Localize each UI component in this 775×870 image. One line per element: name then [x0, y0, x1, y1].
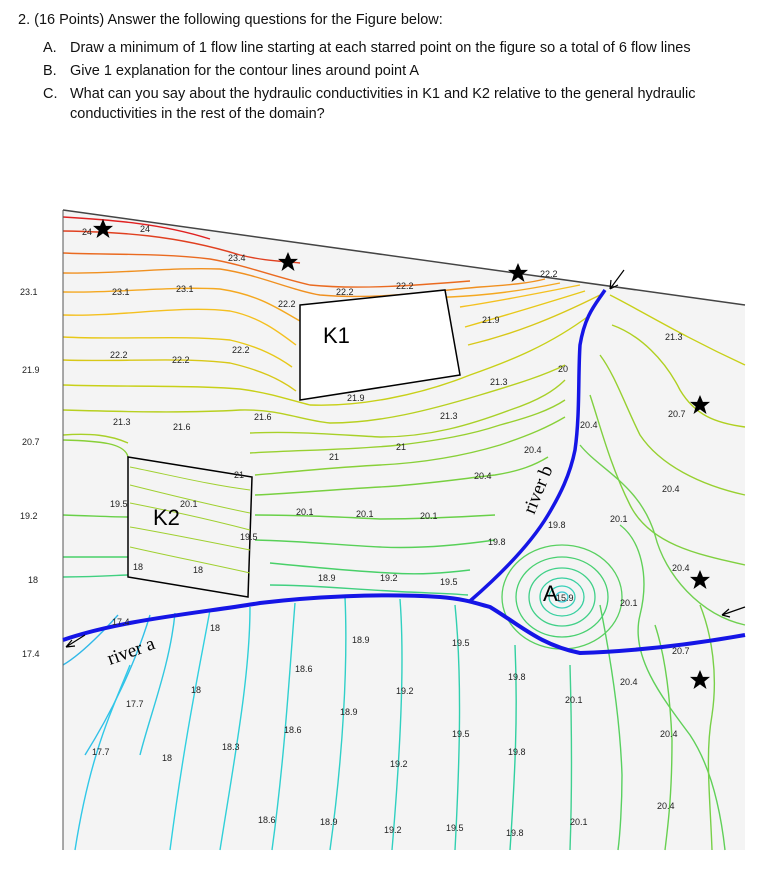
- contour-label: 24: [140, 224, 151, 234]
- contour-label: 22.2: [278, 299, 296, 309]
- contour-label: 21: [396, 442, 407, 452]
- contour-label: 17.4: [112, 617, 130, 627]
- contour-label: 23.1: [176, 284, 194, 294]
- question-item-a: [18, 38, 758, 58]
- contour-label: 18.9: [340, 707, 358, 717]
- label-river-a: river a: [104, 633, 158, 670]
- contour-label: 20.1: [356, 509, 374, 519]
- contour-label: 19.2: [390, 759, 408, 769]
- contour-label: 20.1: [570, 817, 588, 827]
- contour-label: 19.2: [380, 573, 398, 583]
- item-text-a: Draw a minimum of 1 flow line starting at each starred point on the figure so a total of 6 flow lines: [70, 40, 691, 56]
- label-k1: K1: [323, 323, 350, 348]
- contour-label: 18.9: [318, 573, 336, 583]
- contour-label: 20.1: [296, 507, 314, 517]
- contour-label: 21.3: [113, 417, 131, 427]
- contour-label: 22.2: [396, 281, 414, 291]
- contour-label: 22.2: [232, 345, 250, 355]
- contour-label: 21.3: [490, 377, 508, 387]
- contour-label: 20.4: [620, 677, 638, 687]
- contour-label: 20.7: [668, 409, 686, 419]
- contour-label: 19.5: [452, 638, 470, 648]
- contour-label: 20.1: [565, 695, 583, 705]
- contour-label: 21.9: [482, 315, 500, 325]
- contour-label: 20.1: [610, 514, 628, 524]
- contour-label: 20.4: [657, 801, 675, 811]
- arrow-icon-top: [610, 270, 624, 289]
- contour-label: 23.1: [20, 287, 38, 297]
- contour-label: 24: [82, 227, 93, 237]
- contour-label: 22.2: [110, 350, 128, 360]
- contour-label: 21.6: [173, 422, 191, 432]
- contour-label: 20.4: [580, 420, 598, 430]
- contour-label: 19.5: [240, 532, 258, 542]
- contour-label: 18.3: [222, 742, 240, 752]
- contour-label: 19.5: [440, 577, 458, 587]
- contour-label: 23.1: [112, 287, 130, 297]
- item-letter-a: A.: [43, 40, 57, 56]
- contour-label: 20.4: [660, 729, 678, 739]
- contour-label: 19.8: [506, 828, 524, 838]
- contour-label: 20.1: [420, 511, 438, 521]
- contour-label: 21.6: [254, 412, 272, 422]
- contour-label: 20.4: [524, 445, 542, 455]
- question-title: 2. (16 Points) Answer the following questions for the Figure below:: [18, 12, 443, 28]
- contour-label: 21.9: [347, 393, 365, 403]
- contour-label: 20.7: [22, 437, 40, 447]
- contour-label: 19.5: [446, 823, 464, 833]
- item-letter-c: C.: [43, 86, 58, 102]
- label-river-b: river b: [519, 462, 558, 517]
- contour-label: 20: [558, 364, 569, 374]
- contour-label: 20.1: [180, 499, 198, 509]
- contour-label: 17.7: [92, 747, 110, 757]
- contour-label: 19.8: [488, 537, 506, 547]
- contour-label: 18.9: [352, 635, 370, 645]
- contour-figure: [0, 195, 775, 870]
- contour-label: 19.8: [508, 747, 526, 757]
- contour-label: 15.9: [556, 593, 574, 603]
- contour-label: 19.2: [20, 511, 38, 521]
- item-text-c: What can you say about the hydraulic conductivities in K1 and K2 relative to the general hydraulic conductivities in the rest of the domain?: [70, 86, 696, 122]
- contour-label: 18: [193, 565, 204, 575]
- contour-label: 17.4: [22, 649, 40, 659]
- contour-label: 22.2: [172, 355, 190, 365]
- item-letter-b: B.: [43, 63, 57, 79]
- contour-label: 21.3: [665, 332, 683, 342]
- label-k2: K2: [153, 505, 180, 530]
- contour-label: 18: [191, 685, 202, 695]
- contour-label: 20.4: [662, 484, 680, 494]
- contour-label: 18: [210, 623, 221, 633]
- contour-label: 22.2: [336, 287, 354, 297]
- contour-label: 18: [162, 753, 173, 763]
- contour-label: 19.8: [508, 672, 526, 682]
- label-point-a: A: [543, 581, 558, 606]
- contour-label: 18: [133, 562, 144, 572]
- contour-label: 18.6: [258, 815, 276, 825]
- question-item-b: [18, 61, 758, 81]
- contour-label: 19.8: [548, 520, 566, 530]
- contour-label: 21.9: [22, 365, 40, 375]
- contour-label: 18.6: [284, 725, 302, 735]
- contour-label: 20.4: [474, 471, 492, 481]
- question-block: [18, 10, 758, 127]
- contour-label: 17.7: [126, 699, 144, 709]
- contour-label: 18.6: [295, 664, 313, 674]
- contour-label: 20.4: [672, 563, 690, 573]
- contour-label: 19.5: [110, 499, 128, 509]
- contour-label: 23.4: [228, 253, 246, 263]
- contour-label: 18: [28, 575, 39, 585]
- contour-label: 19.5: [452, 729, 470, 739]
- contour-label: 21: [234, 470, 245, 480]
- contour-label: 22.2: [540, 269, 558, 279]
- question-item-c: [18, 84, 758, 124]
- contour-label: 19.2: [396, 686, 414, 696]
- item-text-b: Give 1 explanation for the contour lines around point A: [70, 63, 420, 79]
- contour-label: 21: [329, 452, 340, 462]
- contour-label: 20.1: [620, 598, 638, 608]
- contour-label: 21.3: [440, 411, 458, 421]
- contour-label: 19.2: [384, 825, 402, 835]
- contour-label: 20.7: [672, 646, 690, 656]
- contour-label: 18.9: [320, 817, 338, 827]
